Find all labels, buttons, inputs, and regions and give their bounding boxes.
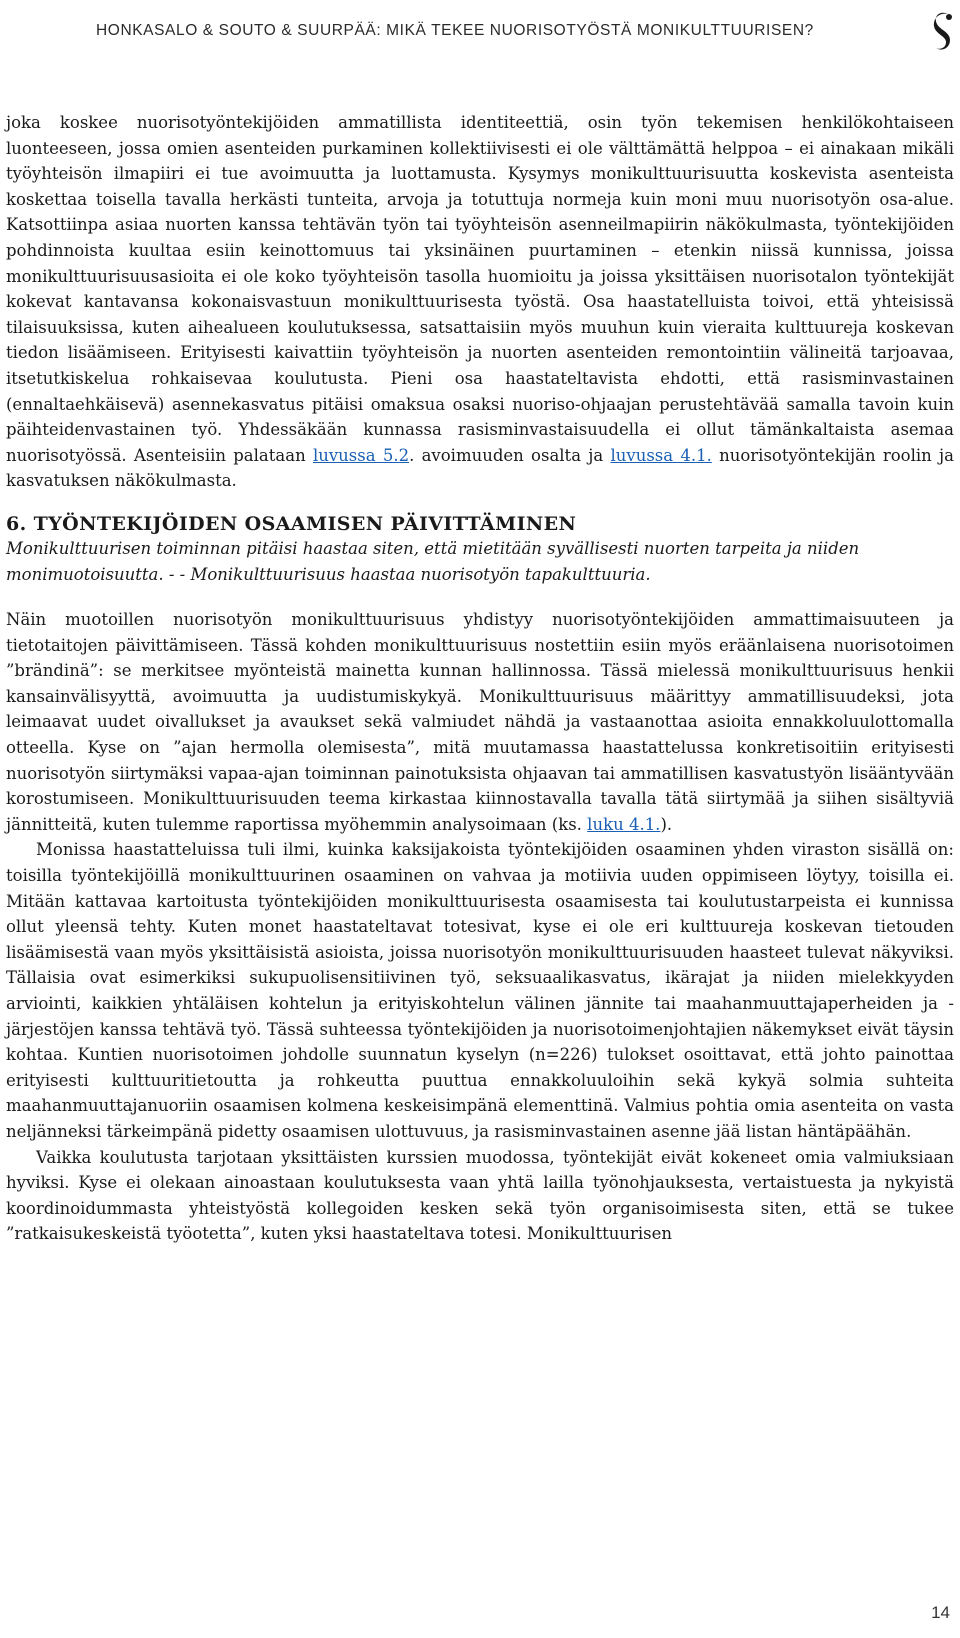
- paragraph-competence: Monissa haastatteluissa tuli ilmi, kuinka kaksijakoista työntekijöiden osaaminen yhden viraston sisällä on: toisilla työntekijöillä monikulttuurinen osaaminen on vahvaa ja motiivia uuden oppimiseen löytyy, toisilla ei. Mitään kattavaa kartoitusta työntekijöiden monikulttuurisesta osaamisesta tai koulutustarpeista ei kunnissa ollut yleensä tehty. Kuten monet haastateltavat totesivat, kyse ei ole eri kulttuureja koskevan tietouden lisäämisestä vaan myös yksittäisistä asioista, joissa nuorisotyön monikulttuurisuuden haasteet tulevat näkyviksi. Tällaisia ovat esimerkiksi sukupuolisensitiivinen työ, seksuaalikasvatus, ikärajat ja niiden mielekkyyden arviointi, kaikkien yhtäläisen kohtelun ja erityiskohtelun välinen jännite tai maahanmuuttajaperheiden ja -järjestöjen kanssa tehtävä työ. Tässä suhteessa työntekijöiden ja nuorisotoimenjohtajien näkemykset eivät täysin kohtaa. Kuntien nuorisotoimen johdolle suunnatun kyselyn (n=226) tulokset osoittavat, että johto painottaa erityisesti kulttuuritietoutta ja rohkeutta puuttua ennakkoluuloihin sekä kykyä solmia suhteita maahanmuuttajanuoriin osaamisen kolmena keskeisimpänä elementtinä. Valmius pohtia omia asenteita on vasta neljänneksi tärkeimpänä pidetty osaamisen ulottuvuus, ja rasisminvastainen asenne jää listan häntäpäähän.: [6, 840, 954, 1141]
- section-title: 6. TYÖNTEKIJÖIDEN OSAAMISEN PÄIVITTÄMINEN: [6, 512, 577, 535]
- s-swirl-icon: [930, 8, 956, 56]
- link-luku-4-1[interactable]: luku 4.1.: [587, 814, 661, 834]
- page-number: 14: [931, 1603, 950, 1622]
- paragraph-continued: joka koskee nuorisotyöntekijöiden ammatillista identiteettiä, osin työn tekemisen henkilökohtaiseen luonteeseen, jossa omien asenteiden purkaminen kollektiivisesti ei ole välttämättä helppoa – ei ainakaan mikäli työyhteisön ilmapiiri ei tue avoimuutta ja luottamusta. Kysymys monikulttuurisuutta koskevista asenteista koskettaa toisella tavalla herkästi tunteita, arvoja ja totuttuja normeja kuin moni muu nuorisotyön osa-alue. Katsottiinpa asiaa nuorten kanssa tehtävän työn tai työyhteisön asenneilmapiirin näkökulmasta, työntekijöiden pohdinnoista kuultaa esiin keinottomuus tai yksinäinen puurtaminen – etenkin niissä kunnissa, joissa monikulttuurisuusasioita ei ole koko työyhteisön tasolla huomioitu ja joissa yksittäisen nuorisotalon työntekijät kokevat kantavansa kokonaisvastuun monikulttuurisesta työstä. Osa haastatelluista toivoi, että yhteisissä tilaisuuksissa, kuten aihealueen koulutuksessa, satsattaisiin myös muuhun kuin vieraita kulttuureja koskevan tiedon lisäämiseen. Erityisesti kaivattiin työyhteisön ja nuorten asenteiden remontointiin välineitä tarjoavaa, itsetutkiskelua rohkaisevaa koulutusta. Pieni osa haastateltavista ehdotti, että rasisminvastainen (ennaltaehkäisevä) asennekasvatus pitäisi omaksua osaksi nuoriso-ohjaajan perustehtävää samalla tavoin kuin päihteidenvastainen työ. Yhdessäkään kunnassa rasisminvastaisuudella ei ollut tämänkaltaista asemaa nuorisotyössä. Asenteisiin palataan luvussa 5.2. avoimuuden osalta ja luvussa 4.1. nuorisotyöntekijän roolin ja kasvatuksen näkökulmasta.: [6, 113, 954, 491]
- paragraph-training: Vaikka koulutusta tarjotaan yksittäisten kurssien muodossa, työntekijät eivät kokeneet omia valmiuksiaan hyviksi. Kyse ei olekaan ainoastaan koulutuksesta vaan yhtä lailla työnohjauksesta, vertaistuesta ja nykyistä koordinoidummasta yhteistyöstä kollegoiden kesken sekä työn organisoimisesta siten, että se tukee ”ratkaisukeskeistä työotetta”, kuten yksi haastateltava totesi. Monikulttuurisen: [6, 1147, 954, 1244]
- document-body: [6, 110, 954, 1247]
- paragraph-intro: Näin muotoillen nuorisotyön monikulttuurisuus yhdistyy nuorisotyöntekijöiden ammattimaisuuteen ja tietotaitojen päivittämiseen. Tässä kohden monikulttuurisuus nostettiin esiin myös eräänlaisena nuorisotoimen ”brändinä”: se merkitsee myönteistä mainetta kunnan hallinnossa. Tässä mielessä monikulttuurisuus henkii kansainvälisyyttä, avoimuutta ja uudistumiskykyä. Monikulttuurisuus määrittyy ammatillisuudeksi, jota leimaavat uudet oivallukset ja avaukset sekä valmiudet nähdä ja vastaanottaa asioita ennakkoluulottomalla otteella. Kyse on ”ajan hermolla olemisesta”, mitä muutamassa haastattelussa konkretisoitiin erityisesti nuorisotyön siirtymäksi vapaa-ajan toiminnan painotuksista ohjaavan tai ammatillisen kasvatustyön lisääntyvään korostumiseen. Monikulttuurisuuden teema kirkastaa kiinnostavalla tavalla tätä siirtymää ja siihen sisältyviä jännitteitä, kuten tulemme raportissa myöhemmin analysoimaan (ks. luku 4.1.).: [6, 610, 954, 834]
- running-header: HONKASALO & SOUTO & SUURPÄÄ: MIKÄ TEKEE NUORISOTYÖSTÄ MONIKULTTUURISEN?: [96, 22, 814, 39]
- link-chapter-4-1[interactable]: luvussa 4.1.: [610, 445, 712, 465]
- section-quote: Monikulttuurisen toiminnan pitäisi haastaa siten, että mietitään syvällisesti nuorten tarpeita ja niiden monimuotoisuutta. - - Monikulttuurisuus haastaa nuorisotyön tapakulttuuria.: [6, 538, 860, 584]
- link-chapter-5-2[interactable]: luvussa 5.2: [312, 445, 410, 465]
